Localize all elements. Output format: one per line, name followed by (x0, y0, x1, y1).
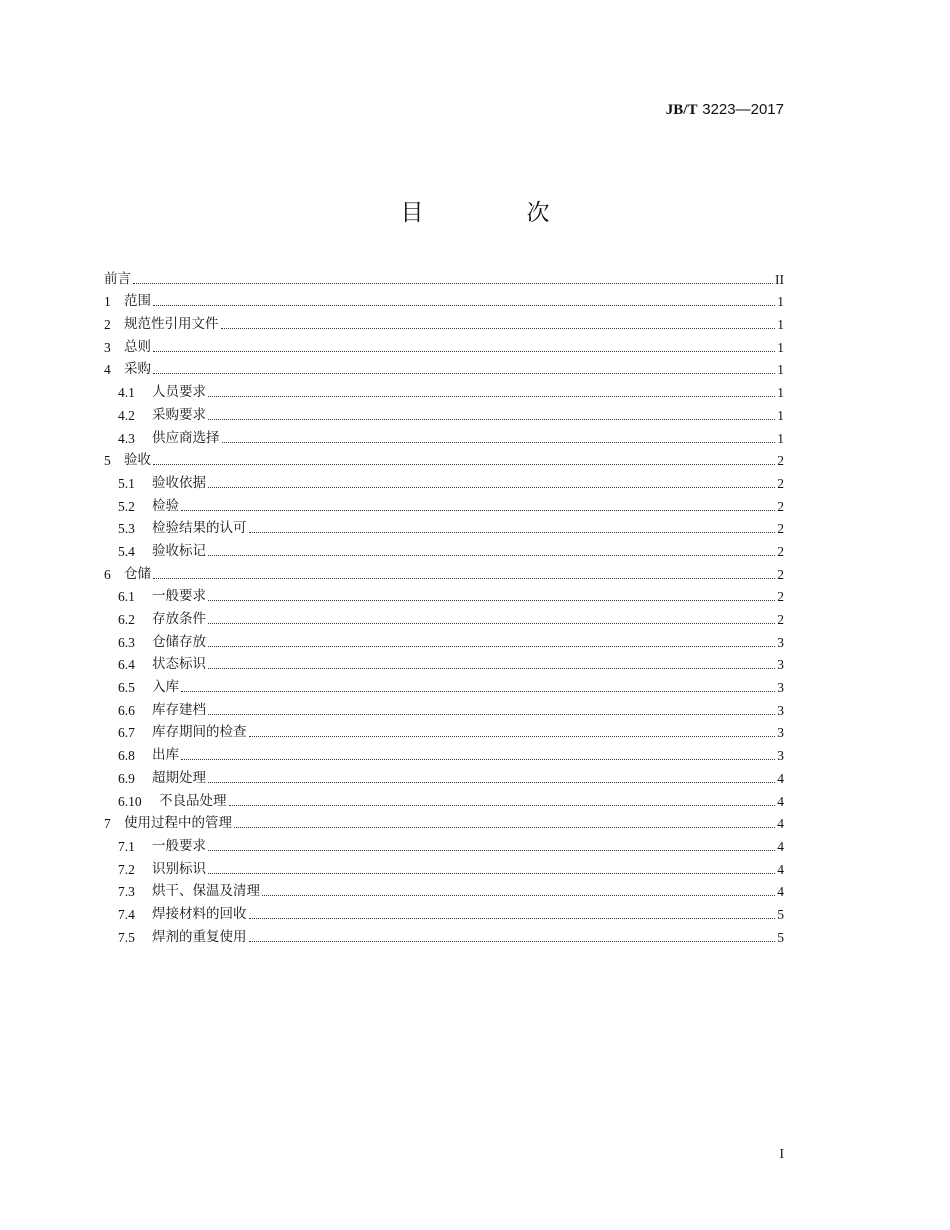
toc-number: 4.1 (118, 385, 135, 401)
toc-page-number: 2 (777, 566, 784, 582)
dot-leader (249, 918, 776, 919)
toc-entry-6-3[interactable] (104, 628, 784, 651)
toc-title: 库存建档 (152, 701, 206, 718)
toc-entry-7-5[interactable] (104, 923, 784, 946)
toc-entry-6-7[interactable] (104, 719, 784, 742)
toc-page-number: 2 (777, 453, 784, 469)
toc-title: 状态标识 (152, 656, 206, 673)
dot-leader (208, 396, 775, 397)
toc-title: 焊剂的重复使用 (152, 928, 247, 945)
toc-page-number: 1 (777, 317, 784, 333)
dot-leader (249, 532, 776, 533)
toc-entry-7-3[interactable] (104, 878, 784, 901)
toc-page-number: 5 (777, 929, 784, 945)
toc-title: 仓储 (124, 565, 151, 582)
toc-page-number: 1 (777, 407, 784, 423)
toc-page-number: 4 (777, 770, 784, 786)
dot-leader (153, 464, 775, 465)
toc-entry-6-9[interactable] (104, 764, 784, 787)
page-title: 目 次 (400, 200, 590, 226)
toc-entry-6-10[interactable] (104, 787, 784, 810)
toc-title: 规范性引用文件 (124, 316, 219, 333)
toc-page-number: 1 (777, 294, 784, 310)
toc-title: 总则 (124, 338, 151, 355)
toc-title: 验收依据 (152, 474, 206, 491)
dot-leader (208, 600, 775, 601)
toc-number: 6.6 (118, 702, 135, 718)
toc-title: 检验结果的认可 (152, 520, 247, 537)
toc-entry-5-4[interactable] (104, 537, 784, 560)
toc-entry-4-2[interactable] (104, 401, 784, 424)
toc-title: 供应商选择 (152, 429, 220, 446)
toc-title: 采购 (124, 361, 151, 378)
toc-title: 采购要求 (152, 406, 206, 423)
toc-number: 5.3 (118, 521, 135, 537)
toc-entry-2[interactable] (104, 310, 784, 333)
dot-leader (208, 646, 775, 647)
toc-title: 人员要求 (152, 384, 206, 401)
toc-title: 烘干、保温及清理 (152, 883, 260, 900)
dot-leader (181, 691, 775, 692)
dot-leader (208, 668, 775, 669)
dot-leader (262, 895, 775, 896)
toc-number: 2 (104, 317, 111, 333)
toc-page-number: 1 (777, 339, 784, 355)
dot-leader (133, 283, 773, 284)
dot-leader (153, 351, 775, 352)
toc-number: 7.5 (118, 929, 135, 945)
toc-page-number: 4 (777, 884, 784, 900)
toc-entry-3[interactable] (104, 333, 784, 356)
standard-number: 3223—2017 (702, 101, 784, 118)
dot-leader (208, 873, 775, 874)
dot-leader (208, 487, 775, 488)
toc-entry-6-5[interactable] (104, 673, 784, 696)
toc-entry-6-1[interactable] (104, 583, 784, 606)
toc-entry-4-3[interactable] (104, 424, 784, 447)
toc-number: 4.2 (118, 407, 135, 423)
toc-title: 验收标记 (152, 542, 206, 559)
toc-number: 4.3 (118, 430, 135, 446)
dot-leader (208, 419, 775, 420)
dot-leader (153, 578, 775, 579)
toc-number: 6.9 (118, 770, 135, 786)
dot-leader (221, 328, 776, 329)
table-of-contents (104, 265, 784, 946)
toc-number: 5.4 (118, 543, 135, 559)
toc-page-number: 3 (777, 702, 784, 718)
toc-entry-4[interactable] (104, 356, 784, 379)
toc-page-number: 4 (777, 838, 784, 854)
toc-number: 7.1 (118, 838, 135, 854)
toc-page-number: 2 (777, 543, 784, 559)
toc-number: 7.4 (118, 906, 135, 922)
dot-leader (229, 805, 776, 806)
toc-entry-5-1[interactable] (104, 469, 784, 492)
toc-number: 6.10 (118, 793, 142, 809)
toc-page-number: 1 (777, 362, 784, 378)
toc-entry-6-4[interactable] (104, 651, 784, 674)
toc-number: 6.8 (118, 748, 135, 764)
toc-entry-6[interactable] (104, 560, 784, 583)
standard-prefix: JB/T (665, 102, 698, 118)
toc-number: 5 (104, 453, 111, 469)
toc-entry-6-8[interactable] (104, 741, 784, 764)
dot-leader (234, 827, 775, 828)
toc-entry-6-2[interactable] (104, 605, 784, 628)
toc-page-number: 4 (777, 861, 784, 877)
toc-title: 不良品处理 (159, 792, 227, 809)
toc-page-number: 2 (777, 589, 784, 605)
toc-title: 一般要求 (152, 837, 206, 854)
toc-title: 检验 (152, 497, 179, 514)
toc-entry-foreword[interactable] (104, 265, 784, 288)
toc-number: 5.1 (118, 475, 135, 491)
toc-entry-7-4[interactable] (104, 900, 784, 923)
toc-number: 6.4 (118, 657, 135, 673)
toc-page-number: 4 (777, 793, 784, 809)
toc-number: 6.7 (118, 725, 135, 741)
dot-leader (222, 442, 776, 443)
toc-entry-7[interactable] (104, 810, 784, 833)
toc-number: 5.2 (118, 498, 135, 514)
toc-number: 4 (104, 362, 111, 378)
toc-title: 识别标识 (152, 860, 206, 877)
dot-leader (249, 941, 776, 942)
dot-leader (208, 782, 775, 783)
toc-title: 出库 (152, 747, 179, 764)
toc-title: 焊接材料的回收 (152, 905, 247, 922)
standard-code (666, 100, 784, 119)
toc-page-number: 2 (777, 498, 784, 514)
toc-entry-7-1[interactable] (104, 832, 784, 855)
toc-page-number: 1 (777, 385, 784, 401)
toc-page-number: 2 (777, 612, 784, 627)
dot-leader (153, 373, 775, 374)
toc-number: 6.3 (118, 634, 135, 650)
dot-leader (208, 555, 775, 556)
toc-title: 超期处理 (152, 769, 206, 786)
toc-page-number: 4 (777, 816, 784, 832)
toc-number: 3 (104, 339, 111, 355)
page-number: I (779, 1146, 784, 1161)
toc-page-number: 1 (777, 430, 784, 446)
toc-entry-5-2[interactable] (104, 492, 784, 515)
toc-page-number: 3 (777, 725, 784, 741)
toc-number: 6 (104, 566, 111, 582)
dot-leader (249, 736, 776, 737)
toc-title: 一般要求 (152, 588, 206, 605)
dot-leader (153, 305, 775, 306)
toc-title: 使用过程中的管理 (124, 815, 232, 832)
toc-number: 6.1 (118, 589, 135, 605)
toc-entry-5-3[interactable] (104, 515, 784, 538)
toc-number: 7.2 (118, 861, 135, 877)
toc-entry-7-2[interactable] (104, 855, 784, 878)
toc-page-number: 3 (777, 680, 784, 696)
toc-title: 前言 (104, 270, 131, 287)
dot-leader (208, 623, 775, 624)
toc-number: 1 (104, 294, 111, 310)
toc-page-number: 2 (777, 521, 784, 537)
toc-page-number: 3 (777, 748, 784, 764)
dot-leader (181, 759, 775, 760)
toc-title: 存放条件 (152, 611, 206, 627)
toc-entry-1[interactable] (104, 288, 784, 311)
toc-page-number: 3 (777, 657, 784, 673)
toc-title: 验收 (124, 452, 151, 469)
toc-number: 7 (104, 816, 111, 832)
dot-leader (208, 850, 775, 851)
dot-leader (208, 714, 775, 715)
toc-page-number: 5 (777, 906, 784, 922)
toc-title: 库存期间的检查 (152, 724, 247, 741)
toc-title: 仓储存放 (152, 633, 206, 650)
dot-leader (181, 510, 775, 511)
toc-page-number: 3 (777, 634, 784, 650)
toc-title: 入库 (152, 679, 179, 696)
toc-title: 范围 (124, 293, 151, 310)
toc-page-number: 2 (777, 475, 784, 491)
toc-number: 6.2 (118, 612, 135, 627)
toc-entry-5[interactable] (104, 447, 784, 470)
toc-number: 7.3 (118, 884, 135, 900)
toc-number: 6.5 (118, 680, 135, 696)
toc-entry-6-6[interactable] (104, 696, 784, 719)
toc-entry-4-1[interactable] (104, 378, 784, 401)
toc-page-number: II (775, 271, 784, 287)
